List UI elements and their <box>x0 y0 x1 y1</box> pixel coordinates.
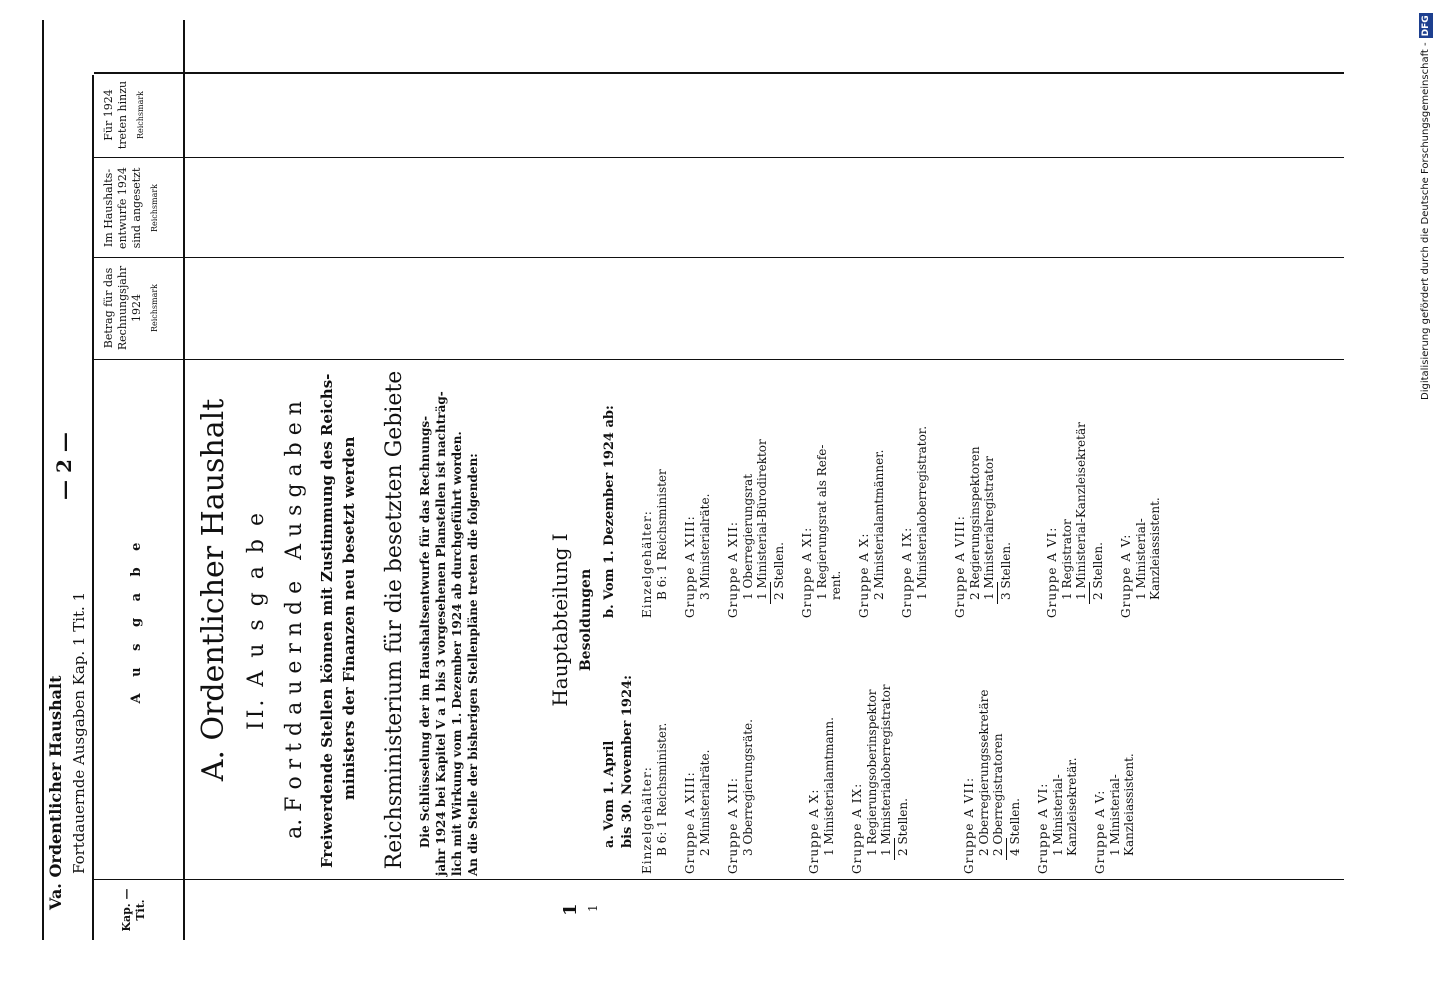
header-ausgabe: A u s g a b e <box>129 536 144 704</box>
stellen-line: 2 Regierungsinspektoren <box>968 446 982 600</box>
header-hinzu: Für 1924 treten hinzu Reichsmark <box>102 76 148 154</box>
stellen-line: Kanzleiassistent. <box>1122 753 1136 856</box>
stellen-line: B 6: 1 Reichsminister. <box>655 722 669 856</box>
sum-rule <box>894 838 895 860</box>
stellen-line: 1 Ministerial- <box>1108 774 1122 856</box>
dfg-watermark <box>1414 8 1434 398</box>
stellen-line: 3 Oberregierungsräte. <box>741 719 755 856</box>
freiwerdende-line-1: Freiwerdende Stellen können mit Zustimmung des Reichs- <box>318 373 336 868</box>
stellen-total: 2 Stellen. <box>1091 542 1105 600</box>
group-heading: Gruppe A X: <box>857 532 871 618</box>
stellen-line: 2 Ministerialamtmänner. <box>872 449 886 600</box>
stellen-line: 1 Ministerial- <box>1051 774 1065 856</box>
running-head-1: Va. Ordentlicher Haushalt <box>46 675 65 910</box>
stellen-line: 2 Oberregistratoren <box>991 733 1005 856</box>
stellen-line: 3 Ministerialräte. <box>698 493 712 600</box>
group-heading: Gruppe A VII: <box>962 777 976 874</box>
title-ordentlicher-haushalt: A. Ordentlicher Haushalt <box>196 398 231 782</box>
besoldungen-heading: Besoldungen <box>578 568 594 672</box>
sum-rule <box>1006 838 1007 860</box>
header-kap-tit: Kap. — Tit. <box>120 888 147 932</box>
header-betrag-unit: Reichsmark <box>150 283 159 333</box>
reichsministerium-heading: Reichsministerium für die besetzten Gebiete <box>382 370 407 870</box>
group-heading: Gruppe A V: <box>1093 789 1107 874</box>
group-heading: Gruppe A IX: <box>850 782 864 874</box>
title-ausgabe: II. A u s g a b e <box>244 510 269 730</box>
hinzu-column-rule <box>94 72 1344 74</box>
kap-number: 1 <box>560 903 581 916</box>
stellen-line: 1 Regierungsoberinspektor <box>865 689 879 856</box>
left-period-line-2: bis 30. November 1924: <box>620 675 635 848</box>
stellen-total: 2 Stellen. <box>896 798 910 856</box>
group-heading: Gruppe A VI: <box>1036 782 1050 874</box>
group-heading: Gruppe A VI: <box>1045 526 1059 618</box>
group-heading: Gruppe A XII: <box>726 521 740 618</box>
group-heading: Gruppe A X: <box>807 788 821 874</box>
intro-line-3: lich mit Wirkung vom 1. Dezember 1924 ab durchgeführt worden. <box>450 431 464 876</box>
stellen-line: rent. <box>829 570 843 600</box>
stellen-line: 1 Regierungsrat als Refe- <box>815 444 829 600</box>
stellen-line: 1 Oberregierungsrat <box>741 473 755 600</box>
stellen-line: 1 Ministerial-Bürodirektor <box>755 439 769 600</box>
sum-rule <box>770 582 771 604</box>
group-heading: Gruppe A XI: <box>800 526 814 618</box>
left-period-line-1: a. Vom 1. April <box>602 740 617 848</box>
group-heading: Gruppe A IX: <box>900 526 914 618</box>
stellen-line: 1 Ministerialregistrator <box>982 456 996 600</box>
header-top-rule <box>92 75 94 940</box>
dfg-logo: DFG <box>1421 15 1431 37</box>
sum-rule <box>1089 582 1090 604</box>
stellen-line: 1 Registrator <box>1060 519 1074 600</box>
header-hinzu-unit: Reichsmark <box>136 90 145 140</box>
freiwerdende-line-2: ministers der Finanzen neu besetzt werden <box>340 436 358 800</box>
hauptabteilung-heading: Hauptabteilung I <box>548 533 572 707</box>
group-heading: Einzelgehälter: <box>640 510 654 618</box>
running-head-2: Fortdauernde Ausgaben Kap. 1 Tit. 1 <box>70 591 88 874</box>
sum-rule <box>997 582 998 604</box>
stellen-line: Kanzleisekretär. <box>1065 757 1079 856</box>
header-betrag: Betrag für das Rechnungsjahr 1924 Reichsmark <box>102 262 162 354</box>
stellen-line: 2 Oberregierungssekretäre <box>977 689 991 856</box>
stellen-line: Kanzleiassistent. <box>1148 497 1162 600</box>
intro-line-4: An die Stelle der bisherigen Stellenpläne treten die folgenden: <box>466 453 480 876</box>
top-rule <box>42 20 44 940</box>
betrag-column-rule <box>94 257 1344 258</box>
group-heading: Gruppe A XIII: <box>683 515 697 618</box>
group-heading: Einzelgehälter: <box>640 766 654 874</box>
group-heading: Gruppe A VIII: <box>953 515 967 618</box>
header-haushalts: Im Haushaltsentwurfe 1924 sind angesetzt Reichsmark <box>102 162 162 254</box>
group-heading: Gruppe A XII: <box>726 777 740 874</box>
stellen-total: 4 Stellen. <box>1008 798 1022 856</box>
stellen-line: 1 Ministerialoberregistrator. <box>915 425 929 600</box>
stellen-line: 1 Ministerialoberregistrator <box>879 684 893 856</box>
stellen-line: 2 Ministerialräte. <box>698 749 712 856</box>
header-bottom-rule <box>183 20 185 940</box>
stellen-total: 2 Stellen. <box>772 542 786 600</box>
title-fortdauernde-ausgaben: a. F o r t d a u e r n d e A u s g a b e n <box>282 401 307 839</box>
stellen-total: 3 Stellen. <box>999 542 1013 600</box>
stellen-line: B 6: 1 Reichsminister <box>655 469 669 600</box>
stellen-line: 1 Ministerial-Kanzleisekretär <box>1074 422 1088 600</box>
stellen-line: 1 Ministerialamtmann. <box>822 717 836 856</box>
intro-line-1: Die Schlüsselung der im Haushaltsentwurfe für das Rechnungs- <box>418 415 432 848</box>
group-heading: Gruppe A V: <box>1119 533 1133 618</box>
group-heading: Gruppe A XIII: <box>683 771 697 874</box>
header-haushalts-unit: Reichsmark <box>150 183 159 233</box>
haushalts-column-rule <box>94 157 1344 158</box>
watermark-text: Digitalisierung gefördert durch die Deutsche Forschungsgemeinschaft -DFG <box>1420 15 1431 400</box>
intro-line-2: jahr 1924 bei Kapitel V a 1 bis 3 vorgesehenen Planstellen ist nachträg- <box>434 391 448 876</box>
right-period-heading: b. Vom 1. Dezember 1924 ab: <box>602 405 617 618</box>
page-number: — 2 — <box>52 432 76 500</box>
tit-number: 1 <box>586 904 600 912</box>
stellen-line: 1 Ministerial- <box>1134 518 1148 600</box>
